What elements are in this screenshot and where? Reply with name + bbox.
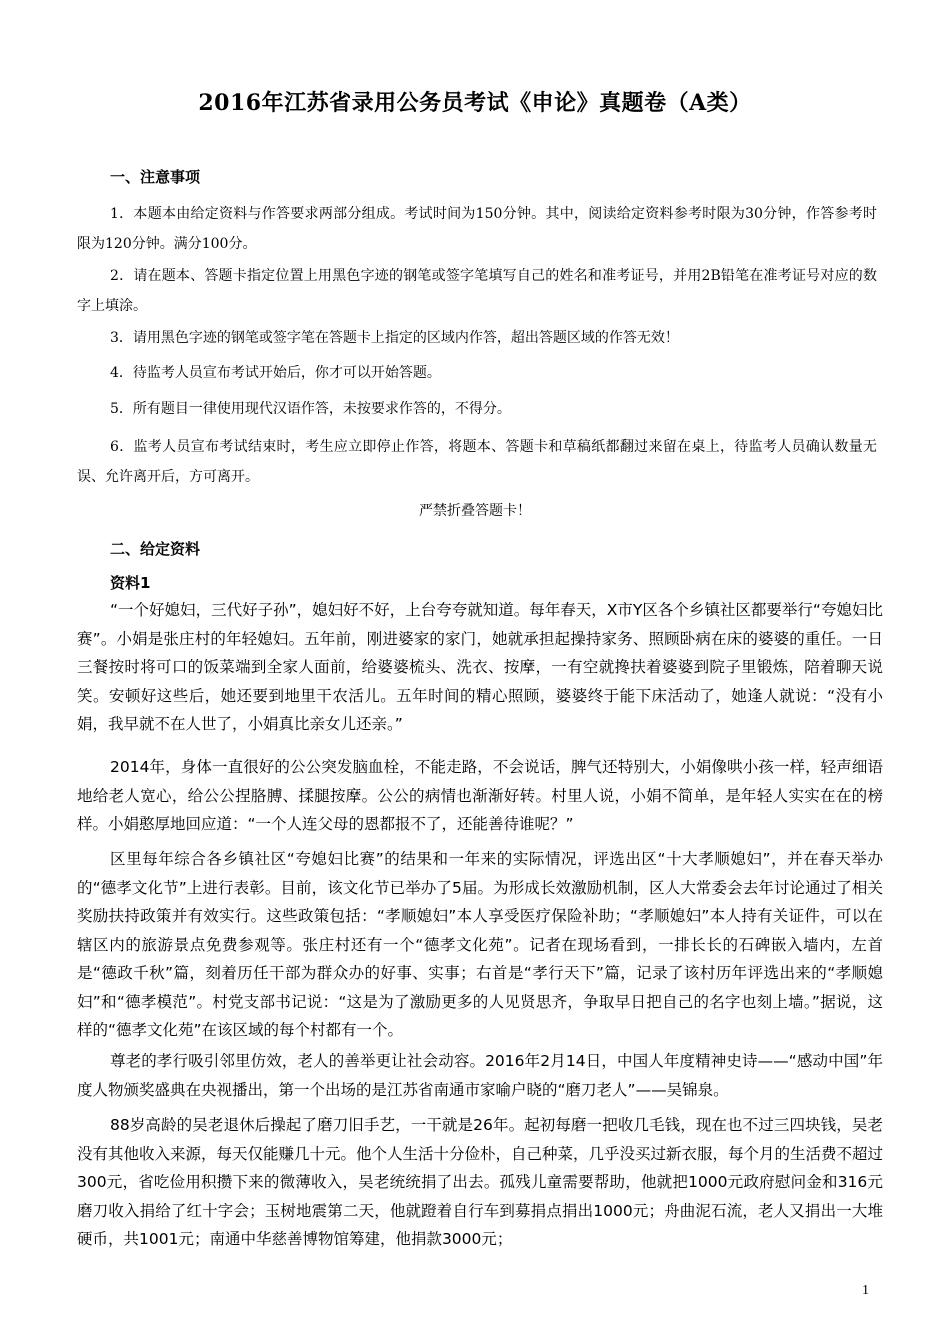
note-item: 2．请在题本、答题卡指定位置上用黑色字迹的钢笔或签字笔填写自己的姓名和准考证号，并用2B铅笔在准考证号对应的数字上填涂。 [77,268,877,314]
warning-note: 严禁折叠答题卡！ [419,503,531,519]
note-item: 4．待监考人员宣布考试开始后，你才可以开始答题。 [110,365,441,381]
document-title: 2016年江苏省录用公务员考试《申论》真题卷（A类） [198,90,752,116]
note-item: 3．请用黑色字迹的钢笔或签字笔在答题卡上指定的区域内作答，超出答题区域的作答无效！ [110,330,679,346]
note-item: 6．监考人员宣布考试结束时，考生应立即停止作答，将题本、答题卡和草稿纸都翻过来留在桌上，待监考人员确认数量无误、允许离开后，方可离开。 [77,439,877,485]
page-number: 1 [862,1283,869,1298]
material-paragraph: 88岁高龄的吴老退休后操起了磨刀旧手艺，一干就是26年。起初每磨一把收几毛钱，现在也不过三四块钱，吴老没有其他收入来源，每天仅能赚几十元。他个人生活十分俭朴，自己种菜，几乎没买过新衣服，每个月的生活费不超过300元，省吃俭用积攒下来的微薄收入，吴老统统捐了出去。孤残儿童需要帮助，他就把1000元政府慰问金和316元磨刀收入捐给了红十字会；玉树地震第二天，他就蹬着自行车到募捐点捐出1000元；舟曲泥石流，老人又捐出一大堆硬币，共1001元；南通中华慈善博物馆筹建，他捐款3000元； [77,1116,884,1248]
note-item: 5．所有题目一律使用现代汉语作答，未按要求作答的，不得分。 [110,401,511,417]
material-paragraph: 区里每年综合各乡镇社区“夸媳妇比赛”的结果和一年来的实际情况，评选出区“十大孝顺媳妇”，并在春天举办的“德孝文化节”上进行表彰。目前，该文化节已举办了5届。为形成长效激励机制，区人大常委会去年讨论通过了相关奖励扶持政策并有效实行。这些政策包括：“孝顺媳妇”本人享受医疗保险补助；“孝顺媳妇”本人持有关证件，可以在辖区内的旅游景点免费参观等。张庄村还有一个“德孝文化苑”。记者在现场看到，一排长长的石碑嵌入墙内，左首是“德政千秋”篇，刻着历任干部为群众办的好事、实事；右首是“孝行天下”篇，记录了该村历年评选出来的“孝顺媳妇”和“德孝模范”。村党支部书记说：“这是为了激励更多的人见贤思齐，争取早日把自己的名字也刻上墙。”据说，这样的“德孝文化苑”在该区域的每个村都有一个。 [77,850,883,1039]
section-heading-materials: 二、给定资料 [110,540,201,558]
section-heading-notes: 一、注意事项 [110,168,201,186]
material-paragraph: “一个好媳妇，三代好子孙”，媳妇好不好，上台夸夸就知道。每年春天，X市Y区各个乡镇社区都要举行“夸媳妇比赛”。小娟是张庄村的年轻媳妇。五年前，刚进婆家的家门，她就承担起操持家务、照顾卧病在床的婆婆的重任。一日三餐按时将可口的饭菜端到全家人面前，给婆婆梳头、洗衣、按摩，一有空就搀扶着婆婆到院子里锻炼，陪着聊天说笑。安顿好这些后，她还要到地里干农活儿。五年时间的精心照顾，婆婆终于能下床活动了，她逢人就说：“没有小娟，我早就不在人世了，小娟真比亲女儿还亲。” [77,601,883,733]
material-paragraph: 尊老的孝行吸引邻里仿效，老人的善举更让社会动容。2016年2月14日，中国人年度精神史诗——“感动中国”年度人物颁奖盛典在央视播出，第一个出场的是江苏省南通市家喻户晓的“磨刀老人”——吴锦泉。 [77,1052,883,1099]
material-heading: 资料1 [110,574,151,592]
note-item: 1．本题本由给定资料与作答要求两部分组成。考试时间为150分钟。其中，阅读给定资料参考时限为30分钟，作答参考时限为120分钟。满分100分。 [77,206,877,252]
material-paragraph: 2014年，身体一直很好的公公突发脑血栓，不能走路，不会说话，脾气还特别大，小娟像哄小孩一样，轻声细语地给老人宽心，给公公捏胳膊、揉腿按摩。公公的病情也渐渐好转。村里人说，小娟不简单，是年轻人实实在在的榜样。小娟憨厚地回应道：“一个人连父母的恩都报不了，还能善待谁呢？” [77,758,883,833]
